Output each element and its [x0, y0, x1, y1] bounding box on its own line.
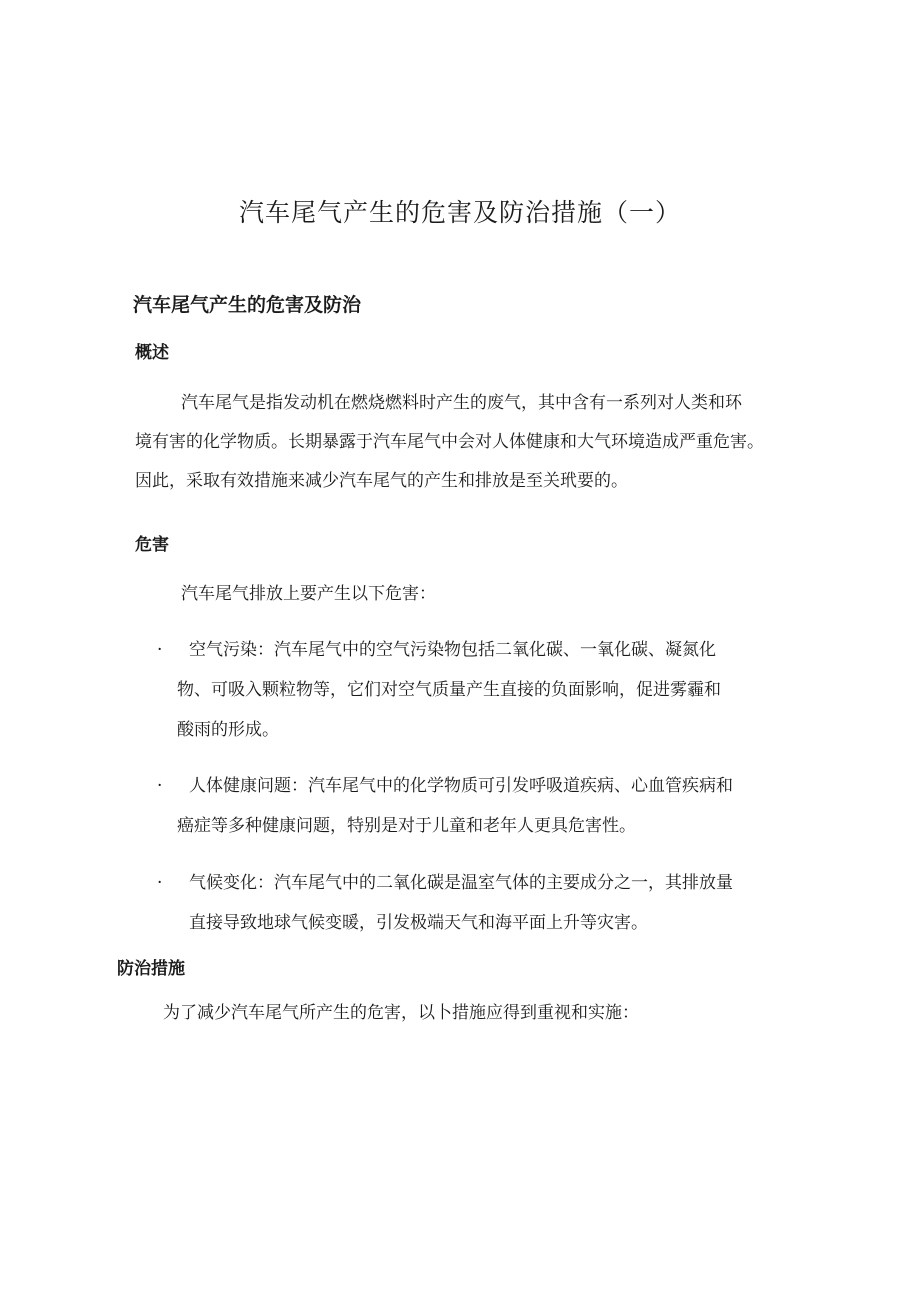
harm-item-text — [177, 766, 801, 846]
harms-intro: 汽车尾气排放上要产生以下危害： — [181, 584, 436, 604]
section-heading: 汽车尾气产生的危害及防治 — [133, 294, 362, 316]
harms-heading: 危害 — [135, 535, 169, 555]
harm-item-text — [177, 630, 801, 750]
bullet-dot: · — [157, 873, 163, 893]
bullet-dot: · — [157, 776, 163, 796]
harm-item-text — [181, 863, 801, 943]
overview-paragraph — [135, 384, 764, 501]
prevention-intro: 为了减少汽车尾气所产生的危害，以卜措施应得到重视和实施： — [163, 1003, 639, 1023]
harm-item-line: 癌症等多种健康问题，特别是对于儿童和老年人更具危害性。 — [177, 816, 636, 836]
overview-heading: 概述 — [135, 343, 169, 363]
prevention-heading: 防治措施 — [117, 959, 185, 979]
bullet-dot: · — [157, 640, 163, 660]
harm-item-line: 气候变化：汽车尾气中的二氧化碳是温室气体的主要成分之一，其排放量 — [189, 873, 733, 893]
harm-item-line: 物、可吸入颗粒物等，它们对空气质量产生直接的负面影响，促进雾霾和 — [177, 680, 721, 700]
overview-line-3: 因此，采取有效措施来减少汽车尾气的产生和排放是至关玳要的。 — [135, 471, 628, 491]
overview-line-1: 汽车尾气是指发动机在燃烧燃料时产生的废气，其中含有一系列对人类和环 — [181, 393, 742, 413]
harm-item-line: 直接导致地球气候变暖，引发极端天气和海平面上升等灾害。 — [189, 913, 648, 933]
document-title: 汽车尾气产生的危害及防治措施（一） — [238, 198, 681, 227]
harm-item-line: 空气污染：汽车尾气中的空气污染物包括二氧化碳、一氧化碳、凝氮化 — [189, 640, 716, 660]
overview-line-2: 境有害的化学物质。长期暴露于汽车尾气中会对人体健康和大气环境造成严重危害。 — [135, 432, 764, 452]
harm-item-line: 酸雨的形成。 — [177, 720, 279, 740]
harm-item-line: 人体健康问题：汽车尾气中的化学物质可引发呼吸道疾病、心血管疾病和 — [189, 776, 733, 796]
